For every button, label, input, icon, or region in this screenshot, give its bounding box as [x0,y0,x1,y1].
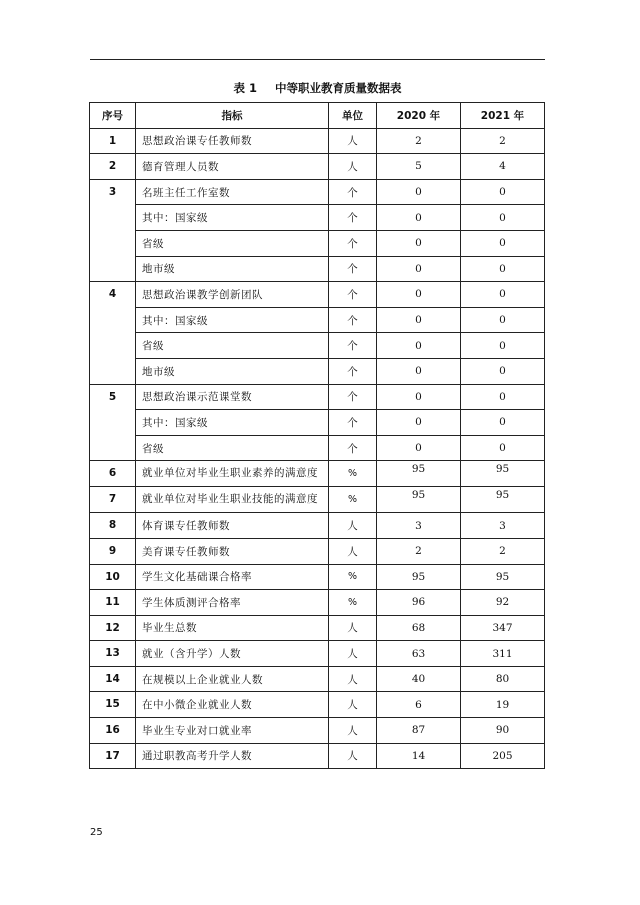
header-2021: 2021 年 [461,103,545,129]
row-indicator: 省级 [136,435,329,461]
row-unit: 个 [329,230,377,256]
row-number: 13 [90,641,136,667]
row-indicator: 通过职教高考升学人数 [136,743,329,769]
table-row [90,641,545,667]
row-value-2021: 0 [461,435,545,461]
table-row [90,230,545,256]
table-row [90,358,545,384]
row-indicator: 其中：国家级 [136,410,329,436]
row-indicator: 思想政治课示范课堂数 [136,384,329,410]
row-number: 7 [90,487,136,513]
row-number: 12 [90,615,136,641]
row-unit: 人 [329,615,377,641]
row-number: 11 [90,590,136,616]
row-unit: % [329,461,377,487]
row-value-2020: 68 [377,615,461,641]
row-unit: % [329,590,377,616]
table-row [90,128,545,154]
row-value-2021: 0 [461,410,545,436]
table-row [90,205,545,231]
row-unit: % [329,564,377,590]
row-value-2020: 5 [377,154,461,180]
header-unit: 单位 [329,103,377,129]
row-indicator: 在规模以上企业就业人数 [136,666,329,692]
row-unit: 人 [329,666,377,692]
table-row [90,256,545,282]
row-value-2020: 95 [377,564,461,590]
header-indicator: 指标 [136,103,329,129]
row-value-2021: 205 [461,743,545,769]
row-value-2021: 0 [461,333,545,359]
table-row [90,743,545,769]
row-value-2020: 63 [377,641,461,667]
table-row [90,154,545,180]
row-unit: 人 [329,128,377,154]
row-value-2021: 0 [461,358,545,384]
row-indicator: 名班主任工作室数 [136,179,329,205]
page-number: 25 [90,827,103,838]
row-value-2020: 0 [377,179,461,205]
row-number: 14 [90,666,136,692]
row-indicator: 省级 [136,333,329,359]
row-number: 15 [90,692,136,718]
table-row [90,179,545,205]
row-number: 9 [90,538,136,564]
row-unit: 人 [329,154,377,180]
table-caption [90,80,545,96]
row-unit: 个 [329,282,377,308]
header-2020: 2020 年 [377,103,461,129]
table-row [90,513,545,539]
table-row [90,461,545,487]
row-indicator: 就业（含升学）人数 [136,641,329,667]
row-unit: 个 [329,358,377,384]
row-indicator: 毕业生专业对口就业率 [136,718,329,744]
row-number: 10 [90,564,136,590]
row-indicator: 思想政治课教学创新团队 [136,282,329,308]
row-unit: 个 [329,435,377,461]
row-value-2021: 4 [461,154,545,180]
header-no: 序号 [90,103,136,129]
table-row [90,307,545,333]
row-indicator: 美育课专任教师数 [136,538,329,564]
row-value-2021: 0 [461,384,545,410]
row-value-2021: 0 [461,205,545,231]
row-indicator: 就业单位对毕业生职业素养的满意度 [136,461,329,487]
row-value-2020: 0 [377,307,461,333]
row-value-2021: 347 [461,615,545,641]
table-header-row [90,103,545,129]
caption-title: 中等职业教育质量数据表 [275,81,402,95]
caption-number: 表 1 [233,81,257,95]
row-value-2020: 0 [377,205,461,231]
row-value-2021: 2 [461,538,545,564]
row-value-2021: 80 [461,666,545,692]
table-row [90,538,545,564]
row-value-2021: 0 [461,256,545,282]
row-value-2020: 95 [377,461,461,487]
row-indicator: 地市级 [136,358,329,384]
table-row [90,590,545,616]
row-unit: % [329,487,377,513]
row-indicator: 其中：国家级 [136,307,329,333]
row-number: 4 [90,282,136,384]
row-unit: 个 [329,205,377,231]
table-row [90,487,545,513]
row-indicator: 就业单位对毕业生职业技能的满意度 [136,487,329,513]
row-value-2021: 92 [461,590,545,616]
row-value-2021: 95 [461,461,545,487]
row-indicator: 省级 [136,230,329,256]
row-unit: 人 [329,641,377,667]
row-indicator: 德育管理人员数 [136,154,329,180]
row-number: 5 [90,384,136,461]
row-indicator: 其中：国家级 [136,205,329,231]
row-indicator: 学生文化基础课合格率 [136,564,329,590]
row-value-2020: 87 [377,718,461,744]
table-row [90,718,545,744]
row-value-2020: 0 [377,282,461,308]
row-value-2020: 0 [377,410,461,436]
row-unit: 个 [329,256,377,282]
quality-data-table [89,102,545,769]
row-value-2020: 96 [377,590,461,616]
row-unit: 个 [329,384,377,410]
header-rule [90,59,545,60]
row-value-2021: 0 [461,230,545,256]
row-indicator: 在中小微企业就业人数 [136,692,329,718]
row-value-2021: 3 [461,513,545,539]
table-row [90,384,545,410]
row-value-2021: 95 [461,487,545,513]
row-value-2021: 95 [461,564,545,590]
row-value-2020: 0 [377,230,461,256]
row-value-2020: 3 [377,513,461,539]
row-number: 6 [90,461,136,487]
table-row [90,615,545,641]
row-unit: 人 [329,538,377,564]
row-number: 8 [90,513,136,539]
row-value-2020: 6 [377,692,461,718]
row-value-2021: 0 [461,282,545,308]
row-value-2020: 0 [377,333,461,359]
table-row [90,410,545,436]
row-value-2020: 2 [377,538,461,564]
row-value-2021: 0 [461,179,545,205]
row-unit: 个 [329,333,377,359]
table-row [90,666,545,692]
row-number: 17 [90,743,136,769]
row-value-2021: 90 [461,718,545,744]
row-indicator: 学生体质测评合格率 [136,590,329,616]
table-row [90,282,545,308]
table-row [90,435,545,461]
row-number: 2 [90,154,136,180]
table-row [90,564,545,590]
row-unit: 人 [329,513,377,539]
row-value-2020: 40 [377,666,461,692]
row-value-2020: 0 [377,256,461,282]
row-unit: 个 [329,410,377,436]
row-value-2020: 0 [377,435,461,461]
table-row [90,692,545,718]
row-value-2020: 95 [377,487,461,513]
row-value-2021: 19 [461,692,545,718]
row-indicator: 地市级 [136,256,329,282]
row-unit: 个 [329,179,377,205]
row-indicator: 毕业生总数 [136,615,329,641]
row-value-2020: 14 [377,743,461,769]
row-indicator: 思想政治课专任教师数 [136,128,329,154]
table-row [90,333,545,359]
row-number: 1 [90,128,136,154]
row-value-2021: 311 [461,641,545,667]
row-number: 3 [90,179,136,281]
row-unit: 人 [329,743,377,769]
row-value-2020: 0 [377,384,461,410]
row-value-2020: 2 [377,128,461,154]
row-unit: 人 [329,692,377,718]
row-unit: 人 [329,718,377,744]
row-value-2020: 0 [377,358,461,384]
row-value-2021: 0 [461,307,545,333]
table-body [90,128,545,769]
row-number: 16 [90,718,136,744]
row-unit: 个 [329,307,377,333]
row-indicator: 体育课专任教师数 [136,513,329,539]
row-value-2021: 2 [461,128,545,154]
